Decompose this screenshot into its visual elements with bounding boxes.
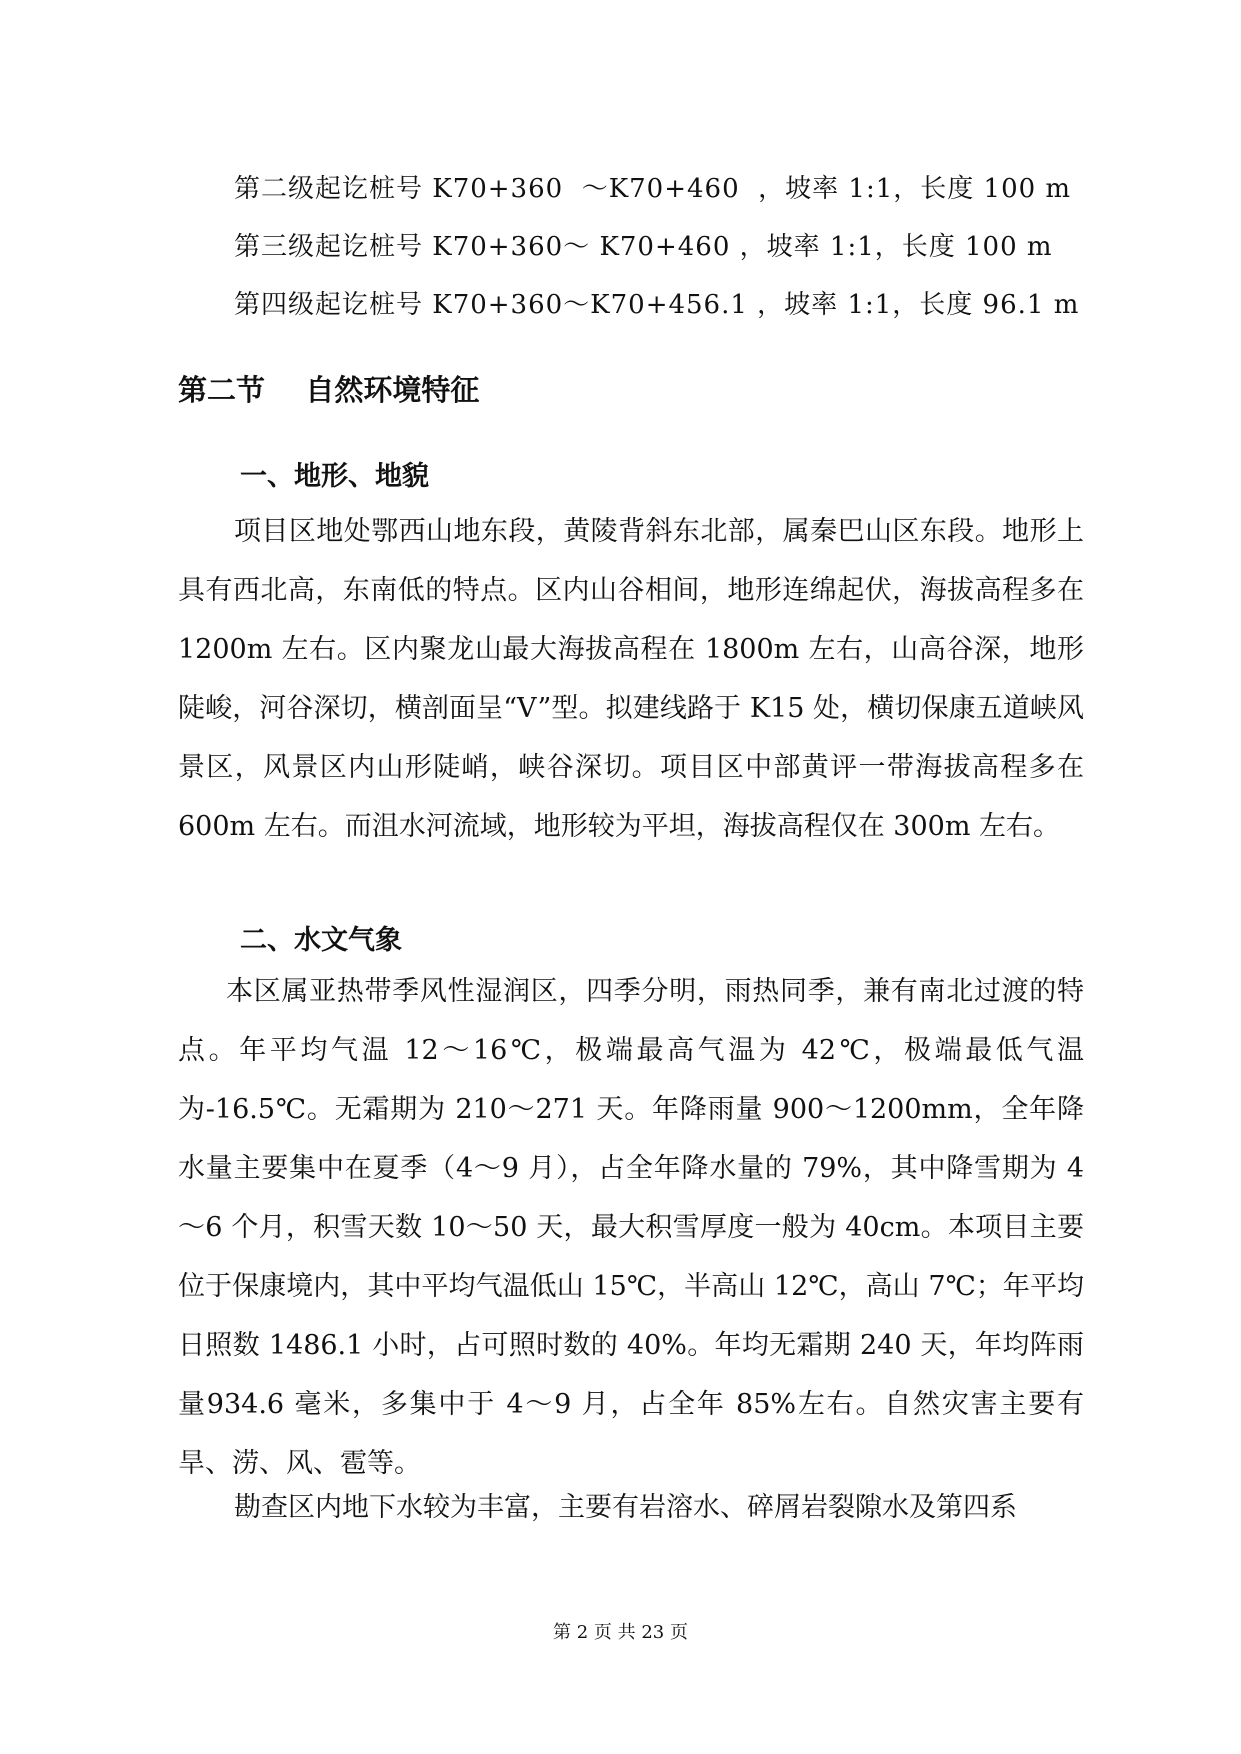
slope-stage-line: 第三级起讫桩号 K70+360～ K70+460 ，坡率 1:1，长度 100 m (234, 232, 1053, 262)
hydro-heading: 二、水文气象 (240, 925, 402, 956)
terrain-paragraph: 项目区地处鄂西山地东段，黄陵背斜东北部，属秦巴山区东段。地形上具有西北高，东南低的特点。区内山谷相间，地形连绵起伏，海拔高程多在 1200m 左右。区内聚龙山最大海拔高程在 1800m 左右，山高谷深，地形陡峻，河谷深切，横剖面呈“V”型。拟建线路于 K15 处，横切保康五道峡风景区，风景区内山形陡峭，峡谷深切。项目区中部黄评一带海拔高程多在 600m 左右。而沮水河流域，地形较为平坦，海拔高程仅在 300m 左右。 (178, 516, 1084, 842)
page-number-footer: 第 2 页 共 23 页 (553, 1622, 688, 1643)
slope-stage-line: 第四级起讫桩号 K70+360～K70+456.1 ，坡率 1:1，长度 96.1 m (234, 290, 1080, 320)
terrain-heading: 一、地形、地貌 (240, 461, 429, 492)
hydro-paragraph: 本区属亚热带季风性湿润区，四季分明，雨热同季，兼有南北过渡的特点。年平均气温 12～16℃，极端最高气温为 42℃，极端最低气温为-16.5℃。无霜期为 210～271 天。年降雨量 900～1200mm，全年降水量主要集中在夏季（4～9 月），占全年降水量的 79%，其中降雪期为 4～6 个月，积雪天数 10～50 天，最大积雪厚度一般为 40cm。本项目主要位于保康境内，其中平均气温低山 15℃，半高山 12℃，高山 7℃；年平均日照数 1486.1 小时，占可照时数的 40%。年均无霜期 240 天，年均阵雨量934.6 毫米，多集中于 4～9 月，占全年 85%左右。自然灾害主要有旱、涝、风、雹等。 (178, 976, 1084, 1479)
slope-stage-line: 第二级起讫桩号 K70+360 ～K70+460 ，坡率 1:1，长度 100 m (234, 174, 1072, 204)
groundwater-paragraph: 勘查区内地下水较为丰富，主要有岩溶水、碎屑岩裂隙水及第四系 (234, 1492, 1017, 1523)
section-title: 第二节 自然环境特征 (178, 373, 480, 407)
